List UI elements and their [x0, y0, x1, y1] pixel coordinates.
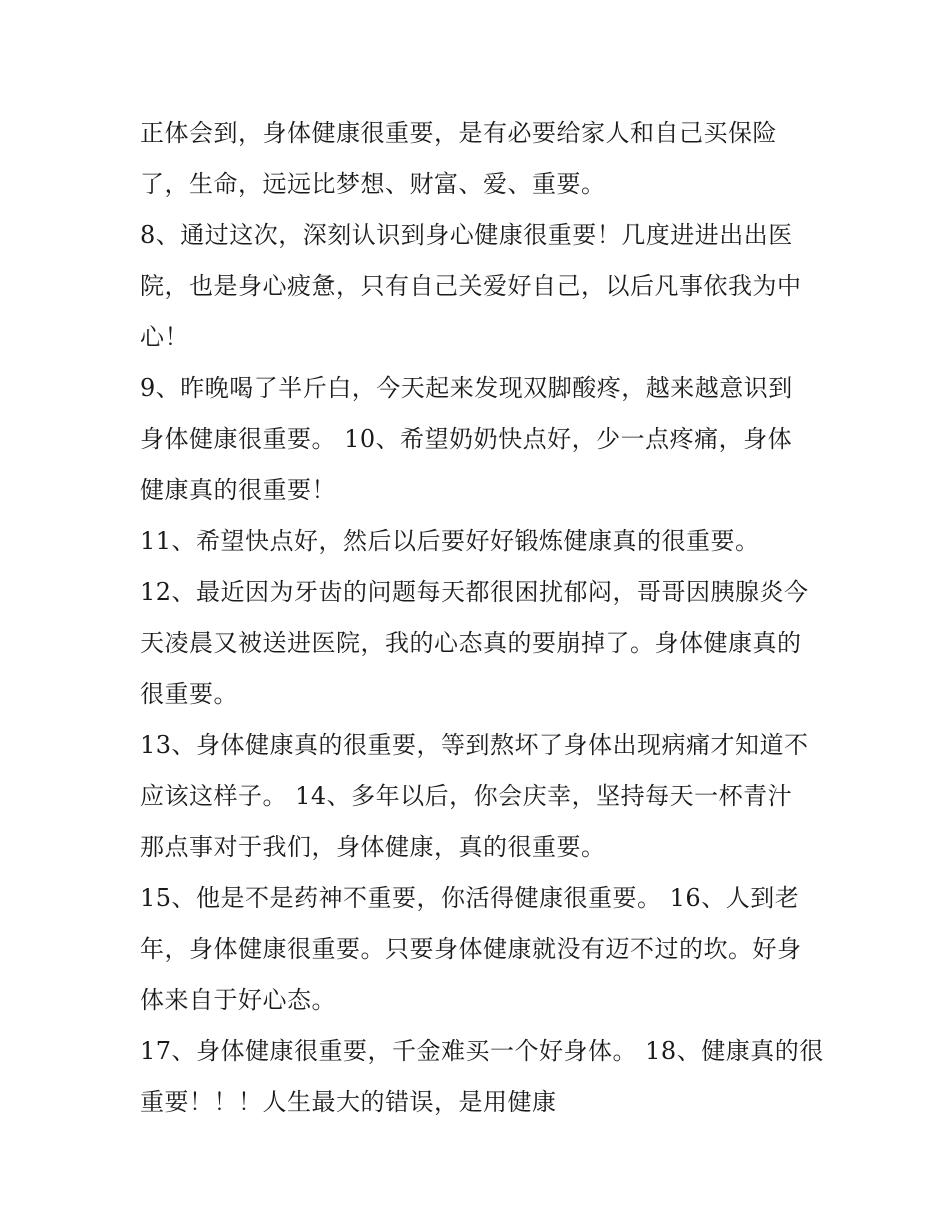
text-line: 健康真的很重要！ [140, 476, 336, 504]
text-line: 天凌晨又被送进医院，我的心态真的要崩掉了。身体健康真的 [140, 629, 802, 657]
text-line: 8、通过这次，深刻认识到身心健康很重要！几度进进出出医 [140, 221, 793, 249]
text-line: 9、昨晚喝了半斤白，今天起来发现双脚酸疼，越来越意识到 [140, 374, 793, 402]
text-line: 那点事对于我们，身体健康，真的很重要。 [140, 833, 606, 861]
text-line: 了，生命，远远比梦想、财富、爱、重要。 [140, 170, 606, 198]
text-line: 11、希望快点好，然后以后要好好锻炼健康真的很重要。 [140, 527, 760, 555]
document-body [140, 108, 824, 1128]
text-line: 年，身体健康很重要。只要身体健康就没有迈不过的坎。好身 [140, 935, 802, 963]
text-line: 心！ [140, 323, 189, 351]
text-line: 院，也是身心疲惫，只有自己关爱好自己，以后凡事依我为中 [140, 272, 802, 300]
text-line: 17、身体健康很重要，千金难买一个好身体。 18、健康真的很 [140, 1037, 824, 1065]
text-line: 重要！！！人生最大的错误，是用健康 [140, 1088, 557, 1116]
text-line: 很重要。 [140, 680, 238, 708]
text-line: 12、最近因为牙齿的问题每天都很困扰郁闷，哥哥因胰腺炎今 [140, 578, 809, 606]
text-line: 应该这样子。 14、多年以后，你会庆幸，坚持每天一杯青汁 [140, 782, 793, 810]
text-line: 正体会到，身体健康很重要，是有必要给家人和自己买保险 [140, 119, 777, 147]
text-line: 13、身体健康真的很重要，等到熬坏了身体出现病痛才知道不 [140, 731, 809, 759]
text-line: 体来自于好心态。 [140, 986, 336, 1014]
text-line: 15、他是不是药神不重要，你活得健康很重要。 16、人到老 [140, 884, 800, 912]
text-line: 身体健康很重要。 10、希望奶奶快点好，少一点疼痛，身体 [140, 425, 793, 453]
